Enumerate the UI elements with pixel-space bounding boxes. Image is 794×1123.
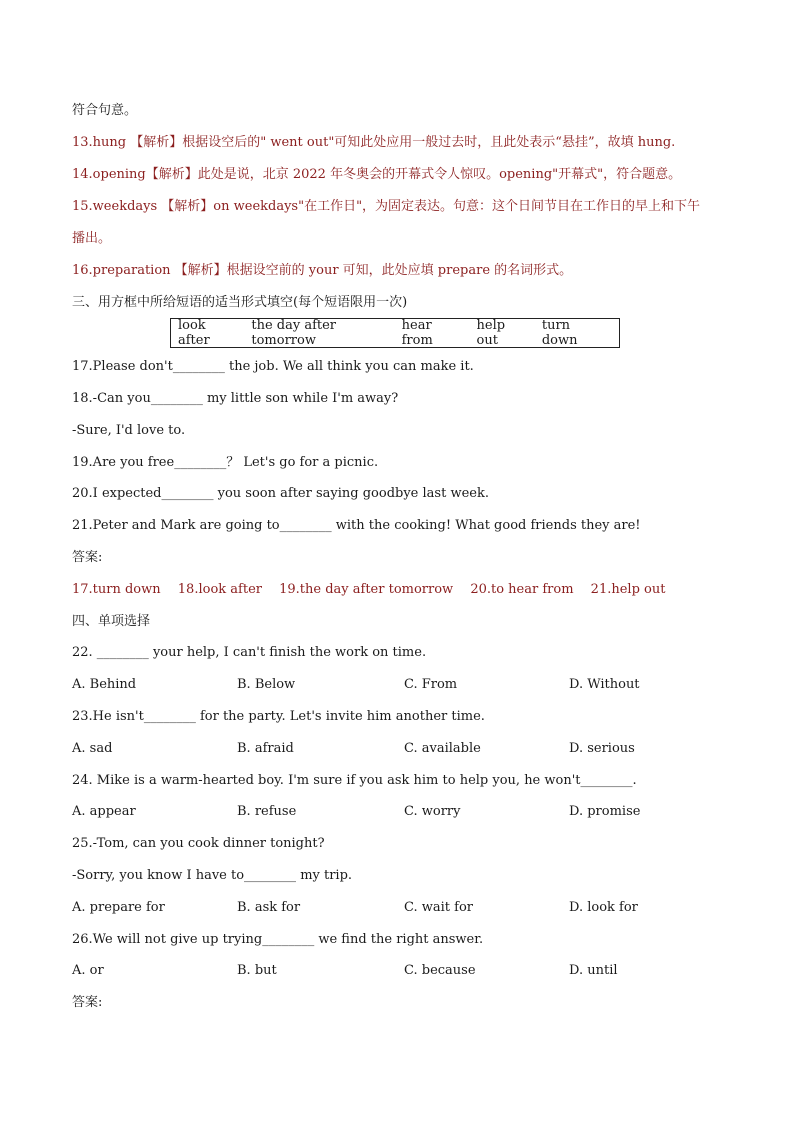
explanation-14: 14.opening【解析】此处是说，北京 2022 年冬奥会的开幕式令人惊叹。opening"开幕式"，符合题意。 — [72, 167, 682, 182]
question-21: 21.Peter and Mark are going to________ with the cooking! What good friends they are! — [72, 518, 641, 533]
answer-20: 20.to hear from — [470, 582, 574, 597]
option-b: B. afraid — [237, 741, 294, 756]
question-24: 24. Mike is a warm-hearted boy. I'm sure if you ask him to help you, he won't________. — [72, 773, 637, 788]
question-18-reply: -Sure, I'd love to. — [72, 423, 186, 438]
answer-21: 21.help out — [590, 582, 666, 597]
question-26: 26.We will not give up trying________ we find the right answer. — [72, 932, 484, 947]
phrase-item: turn down — [541, 318, 578, 348]
option-c: C. wait for — [404, 900, 473, 915]
question-18: 18.-Can you________ my little son while I'm away? — [72, 391, 399, 406]
question-17: 17.Please don't________ the job. We all think you can make it. — [72, 359, 474, 374]
option-b: B. refuse — [237, 804, 297, 819]
options-26 — [72, 962, 732, 980]
answer-19: 19.the day after tomorrow — [279, 582, 454, 597]
option-a: A. sad — [72, 741, 113, 756]
question-19: 19.Are you free________？ Let's go for a picnic. — [72, 455, 379, 470]
explanation-16: 16.preparation 【解析】根据设空前的 your 可知，此处应填 prepare 的名词形式。 — [72, 263, 573, 278]
phrase-item: hear from — [401, 318, 433, 348]
phrase-box — [170, 318, 620, 348]
option-d: D. serious — [569, 741, 635, 756]
explanation-15: 15.weekdays 【解析】on weekdays"在工作日"，为固定表达。句意：这个日间节目在工作日的早上和下午 — [72, 199, 701, 214]
option-d: D. promise — [569, 804, 641, 819]
options-23 — [72, 740, 732, 758]
question-23: 23.He isn't________ for the party. Let's invite him another time. — [72, 709, 485, 724]
section-4-title: 四、单项选择 — [72, 614, 151, 629]
option-d: D. look for — [569, 900, 638, 915]
option-b: B. ask for — [237, 900, 301, 915]
option-a: A. Behind — [72, 677, 137, 692]
phrase-item: look after — [178, 318, 210, 348]
question-25: 25.-Tom, can you cook dinner tonight? — [72, 836, 325, 851]
section-3-title: 三、用方框中所给短语的适当形式填空(每个短语限用一次) — [72, 295, 408, 310]
phrase-item: help out — [476, 318, 506, 348]
options-22 — [72, 676, 732, 694]
question-25-reply: -Sorry, you know I have to________ my trip. — [72, 868, 353, 883]
explanation-13: 13.hung 【解析】根据设空后的" went out"可知此处应用一般过去时，且此处表示“悬挂”，故填 hung. — [72, 135, 676, 150]
option-a: A. or — [72, 963, 104, 978]
options-25 — [72, 899, 732, 917]
option-b: B. Below — [237, 677, 296, 692]
answer-label-2: 答案: — [72, 995, 103, 1010]
answer-label: 答案: — [72, 550, 103, 565]
option-b: B. but — [237, 963, 277, 978]
explanation-15-cont: 播出。 — [72, 231, 112, 246]
option-c: C. because — [404, 963, 476, 978]
option-c: C. available — [404, 741, 481, 756]
option-c: C. From — [404, 677, 458, 692]
option-d: D. until — [569, 963, 618, 978]
option-c: C. worry — [404, 804, 461, 819]
phrase-item: the day after tomorrow — [251, 318, 337, 348]
question-20: 20.I expected________ you soon after saying goodbye last week. — [72, 486, 489, 501]
explanation-continuation: 符合句意。 — [72, 103, 138, 118]
question-22: 22. ________ your help, I can't finish the work on time. — [72, 645, 427, 660]
answers-row — [72, 581, 678, 599]
answer-18: 18.look after — [177, 582, 262, 597]
option-a: A. prepare for — [72, 900, 165, 915]
options-24 — [72, 803, 732, 821]
option-d: D. Without — [569, 677, 640, 692]
answer-17: 17.turn down — [72, 582, 161, 597]
option-a: A. appear — [72, 804, 136, 819]
